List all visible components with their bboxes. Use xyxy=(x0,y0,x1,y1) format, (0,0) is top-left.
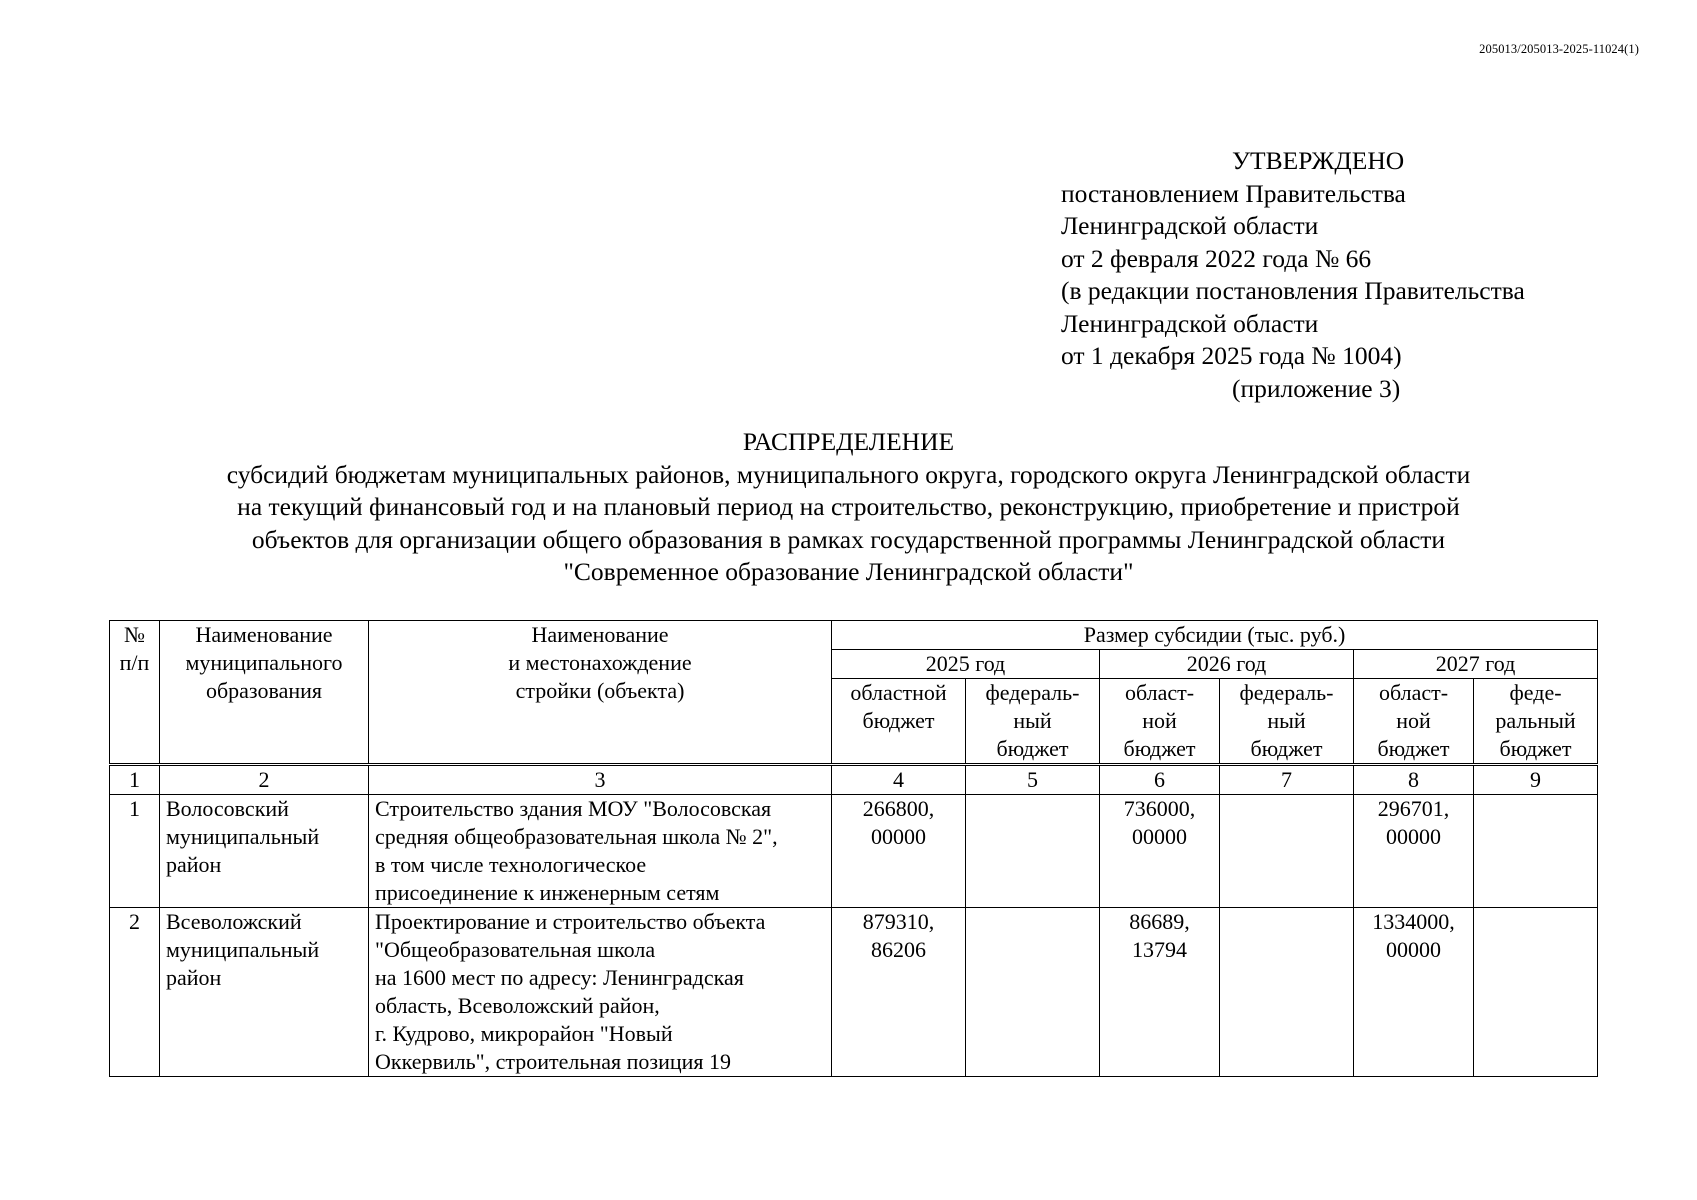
approval-line: от 1 декабря 2025 года № 1004) xyxy=(1061,341,1402,370)
row-object: Строительство здания МОУ "Волосовская средняя общеобразовательная школа № 2", в том числе технологическое присоединение к инженерным сетям xyxy=(369,795,832,908)
row-regional-2025: 879310, 86206 xyxy=(832,908,966,1077)
header-budget: федераль- ный бюджет xyxy=(966,679,1100,765)
row-num: 1 xyxy=(110,795,160,908)
title-line: "Современное образование Ленинградской области" xyxy=(563,557,1134,586)
column-number-row xyxy=(110,765,1598,795)
column-number: 8 xyxy=(1354,765,1474,795)
approval-line: Ленинградской области xyxy=(1061,308,1319,338)
row-federal-2025 xyxy=(966,908,1100,1077)
row-regional-2027: 1334000, 00000 xyxy=(1354,908,1474,1077)
row-object: Проектирование и строительство объекта "Общеобразовательная школа на 1600 мест по адресу: Ленинградская область, Всеволожский район, г. Кудрово, микрорайон "Новый Оккервиль", строительная позиция 19 xyxy=(369,908,832,1077)
row-regional-2027: 296701, 00000 xyxy=(1354,795,1474,908)
header-budget: феде- ральный бюджет xyxy=(1474,679,1598,765)
header-year: 2027 год xyxy=(1354,650,1598,679)
header-budget: област- ной бюджет xyxy=(1100,679,1220,765)
header-municipality: Наименование муниципального образования xyxy=(160,621,369,765)
row-municipality: Всеволожский муниципальный район xyxy=(160,908,369,1077)
approval-block xyxy=(1061,145,1661,405)
title-line: на текущий финансовый год и на плановый период на строительство, реконструкцию, приобретение и пристрой xyxy=(237,492,1460,521)
column-number: 9 xyxy=(1474,765,1598,795)
table-row xyxy=(110,908,1598,1077)
approval-line: (в редакции постановления Правительства xyxy=(1061,276,1525,305)
row-federal-2026 xyxy=(1220,795,1354,908)
column-number: 7 xyxy=(1220,765,1354,795)
row-federal-2027 xyxy=(1474,795,1598,908)
header-budget: областной бюджет xyxy=(832,679,966,765)
row-num: 2 xyxy=(110,908,160,1077)
header-subsidy: Размер субсидии (тыс. руб.) xyxy=(832,621,1598,650)
column-number: 3 xyxy=(369,765,832,795)
header-object: Наименование и местонахождение стройки (объекта) xyxy=(369,621,832,765)
column-number: 2 xyxy=(160,765,369,795)
row-federal-2025 xyxy=(966,795,1100,908)
table-row xyxy=(110,795,1598,908)
document-id: 205013/205013-2025-11024(1) xyxy=(1479,42,1639,56)
row-federal-2026 xyxy=(1220,908,1354,1077)
header-num: № п/п xyxy=(110,621,160,765)
approval-line: УТВЕРЖДЕНО xyxy=(1232,146,1405,175)
row-regional-2026: 736000, 00000 xyxy=(1100,795,1220,908)
document-title xyxy=(0,426,1697,589)
header-budget: федераль- ный бюджет xyxy=(1220,679,1354,765)
row-regional-2025: 266800, 00000 xyxy=(832,795,966,908)
column-number: 1 xyxy=(110,765,160,795)
row-municipality: Волосовский муниципальный район xyxy=(160,795,369,908)
approval-line: (приложение 3) xyxy=(1232,373,1401,403)
row-regional-2026: 86689, 13794 xyxy=(1100,908,1220,1077)
header-year: 2026 год xyxy=(1100,650,1354,679)
title-line: объектов для организации общего образования в рамках государственной программы Ленинградской области xyxy=(251,524,1446,554)
approval-line: постановлением Правительства xyxy=(1061,178,1406,208)
column-number: 4 xyxy=(832,765,966,795)
row-federal-2027 xyxy=(1474,908,1598,1077)
header-year: 2025 год xyxy=(832,650,1100,679)
approval-line: от 2 февраля 2022 года № 66 xyxy=(1061,243,1372,273)
column-number: 6 xyxy=(1100,765,1220,795)
subsidy-distribution-table xyxy=(109,620,1598,1077)
approval-line: Ленинградской области xyxy=(1061,211,1319,240)
title-line: субсидий бюджетам муниципальных районов, муниципального округа, городского округа Ленинградской области xyxy=(226,459,1471,489)
header-budget: област- ной бюджет xyxy=(1354,679,1474,765)
title-heading: РАСПРЕДЕЛЕНИЕ xyxy=(742,427,955,456)
column-number: 5 xyxy=(966,765,1100,795)
